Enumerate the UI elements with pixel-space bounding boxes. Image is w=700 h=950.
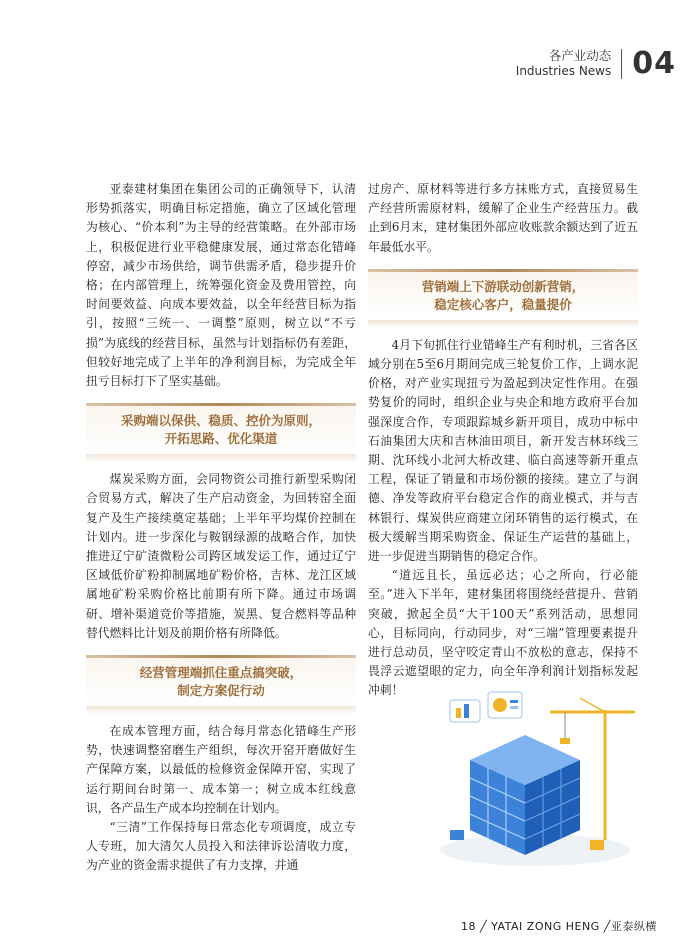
section-title-en: Industries News — [515, 64, 612, 78]
subheading-line-2: 稳定核心客户，稳量提价 — [434, 296, 572, 312]
left-column — [86, 180, 356, 876]
right-paragraph-2: 4月下旬抓住行业错峰生产有利时机，三省各区域分别在5至6月期间完成三轮复价工作，上调水泥价格，对产业实现扭亏为盈起到决定性作用。在强势复价的同时，组织企业与央企和地方政府平台加强深度合作，专项跟踪城乡新开项目，成功中标中石油集团大庆和吉林油田项目，新开发吉林环线三期、沈环线小北河大桥改建、临白高速等新开重点工程，保证了销量和市场份额的接续。建立了与润德、净发等政府平台稳定合作的商业模式，并与吉林银行、煤炭供应商建立闭环销售的运行模式，在极大缓解当期采购资金、保证生产运营的基础上，进一步促进当期销售的稳定合作。 — [368, 337, 638, 564]
subheading-line-1: 采购端以保供、稳质、控价为原则， — [120, 413, 321, 429]
banner-shadow — [368, 320, 638, 328]
section-header — [516, 46, 676, 81]
construction-illustration — [430, 690, 640, 870]
page-footer: 18 ╱ YATAI ZONG HENG ╱亚泰纵横 — [461, 920, 657, 933]
right-column — [368, 180, 638, 701]
section-title — [516, 48, 611, 79]
subheading-procurement — [86, 403, 356, 462]
left-paragraph-1: 亚泰建材集团在集团公司的正确领导下，认清形势抓落实，明确目标定措施，确立了区域化管理为核心、“价本利”为主导的经营策略。在外部市场上，积极促进行业平稳健康发展，通过常态化错峰停窑，减少市场供给，调节供需矛盾，稳步提升价格；在内部管理上，统筹强化资金及费用管控，向时间要效益、向成本要效益，以全年经营目标为指引，按照“三统一、一调整”原则，树立以“不亏损”为底线的经营目标，虽然与计划指标仍有差距，但较好地完成了上半年的净利润目标，为完成全年扭亏目标打下了坚实基础。 — [86, 182, 356, 389]
section-title-cn: 各产业动态 — [548, 48, 612, 63]
subheading-line-2: 开拓思路、优化渠道 — [164, 431, 278, 447]
header-divider — [621, 49, 622, 79]
subheading-marketing — [368, 269, 638, 328]
banner-shadow — [86, 706, 356, 714]
right-paragraph-3: “道远且长，虽远必达；心之所向，行必能至。”进入下半年，建材集团将围绕经营提升、营销突破，掀起全员“大干100天”系列活动，思想同心，目标同向，行动同步，对“三端”管理要素提升进行总动员，坚守咬定青山不放松的意志，保持不畏浮云遮望眼的定力，向全年净利润计划指标发起冲刺！ — [368, 568, 638, 698]
subheading-line-1: 营销端上下游联动创新营销， — [421, 278, 585, 294]
subheading-management — [86, 655, 356, 714]
banner-shadow — [86, 454, 356, 462]
subheading-line-2: 制定方案促行动 — [177, 683, 265, 699]
left-paragraph-4: “三清”工作保持每日常态化专项调度，成立专人专班，加大清欠人员投入和法律诉讼清收力度，为产业的资金需求提供了有力支撑，并通 — [86, 820, 356, 873]
left-paragraph-3: 在成本管理方面，结合每月常态化错峰生产形势，快速调整窑磨生产组织，每次开窑开磨做好生产保障方案，以最低的检修资金保障开窑，实现了运行期间台时第一、成本第一；树立成本红线意识，各产品生产成本均控制在计划内。 — [86, 724, 356, 815]
subheading-line-1: 经营管理端抓住重点搞突破， — [139, 665, 303, 681]
section-number: 04 — [632, 46, 676, 81]
left-paragraph-2: 煤炭采购方面，会同物资公司推行新型采购闭合贸易方式，解决了生产启动资金，为回转窑全面复产及生产接续奠定基础；上半年平均煤价控制在计划内。进一步深化与鞍钢绿源的战略合作，加快推进辽宁矿渣微粉公司跨区域发运工作，通过辽宁区域低价矿粉抑制属地矿粉价格，吉林、龙江区域属地矿粉采购价格比前期有所下降。通过市场调研、增补渠道竞价等措施，炭黑、复合燃料等品种替代燃料比计划及前期价格有所降低。 — [86, 472, 356, 640]
right-paragraph-1: 过房产、原材料等进行多方抹账方式，直接贸易生产经营所需原材料，缓解了企业生产经营压力。截止到6月末，建材集团外部应收账款余额达到了近五年最低水平。 — [368, 182, 638, 254]
